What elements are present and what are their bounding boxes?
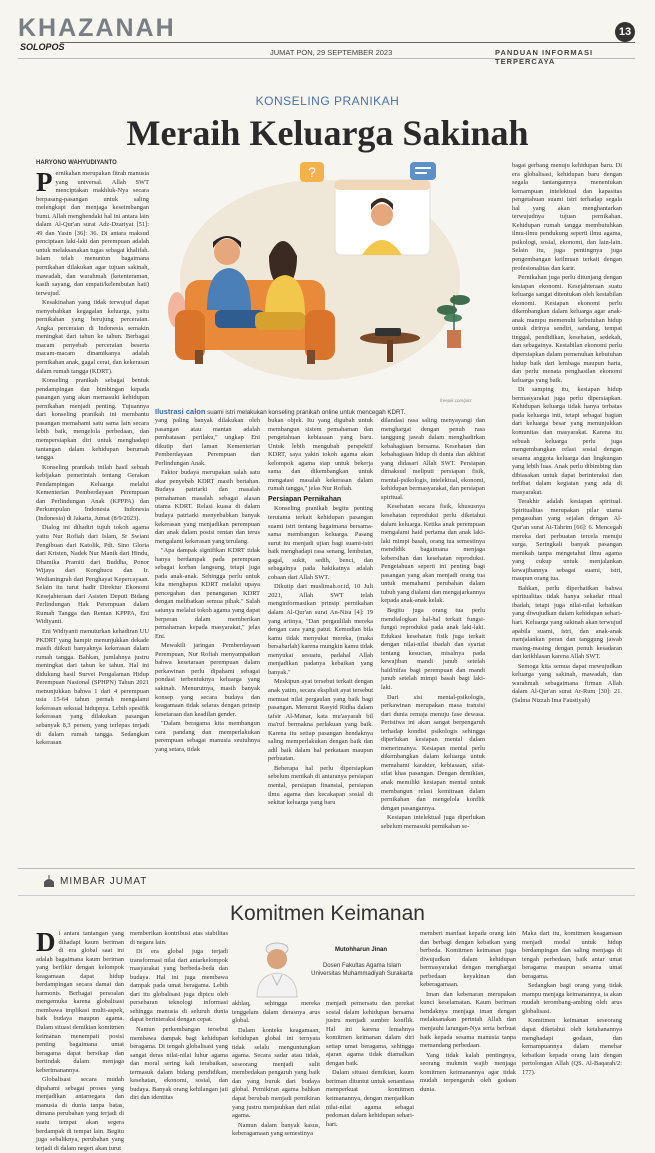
paragraph: Terakhir adalah kesiapan spiritual. Spiritualitas merupakan pilar utama pengasuhan yang sejalan dengan Al-Qur'an surat At-Tahrim [66]: 6. Mencegah mereka dari perbuatan tercela menuju surga. Seringkali banyak pasangan menikah tanpa mengetahui ilmu agama yang cukup untuk menjalankan kewajibannya sebagai suami, istri, maupun orang tua.: [512, 498, 622, 583]
article-kicker: KONSELING PRANIKAH: [255, 94, 400, 108]
paragraph: Konseling pranikah inilah hasil sebuah kebijakan pemerintah tentang Gerakan Pendampingan Keluarga melalui Kementerian Pemberdayaan Perempuan dan Perlindungan Anak (KPPPA) dan Perkumpulan Indonesia Indonesia (Indonesia) di Jakarta, Jumat (8/9/2023).: [36, 463, 149, 522]
paragraph: Mewakili jaringan Pemberdayaan Perempuan, Nur Rofiah menyampaikan bahwa kesetaraan perempuan dalam perkawinan perlu dipahami sebagai pondasi terbentuknya keluarga yang sakinah. Menurutnya, masih banyak konsep yang secara budaya dan keagamaan tidak selaras dengan prinsip kesetaraan dan keadilan gender.: [155, 642, 260, 718]
paragraph: memberikan kontribusi atas stabilitas di negara lain.: [130, 930, 228, 946]
subheading: Persiapan Pernikahan: [268, 495, 342, 503]
counseling-illustration: [155, 160, 485, 385]
section-masthead: KHAZANAH: [18, 14, 176, 42]
paragraph: bukan objek. Itu yang digubah untuk membangun sistem pemahaman dan pengetahuan kebiasaan yang baru. Untuk lebih mengubah perspektif KDRT, saya yakin tokoh agama akan kelompok agama siap untuk bekerja sama dan dikembangkan untuk mengatasi masalah kekerasan dalam rumah tangga," jelas Nur Rofiah.: [268, 417, 373, 493]
paragraph: Eni Widiyanti menuturkan kehadiran UU PKDRT yang hampir menunjukkan dekade masih diikuti banyaknya kekerasan dalam rumah tangga. Bahkan, jumlahnya justru meningkat dari tahun ke tahun. Hal ini didukung hasil Survei Pengalaman Hidup Perempuan Nasional (SPHPN) Tahun 2021 menunjukkan bahwa 1 dari 4 perempuan usia 15-64 tahun pernah mengalami kekerasan seksual hidupnya. Lebih spesifik kekerasan yang dilakukan pasangan sebanyak 8,3 persen, yang terlepas terjadi di dalam rumah tangga. Sedangkan kekerasan: [36, 627, 149, 747]
image-credit: freepik.com/pict: [440, 398, 472, 403]
paragraph: Beberapa hal perlu dipersiapkan sebelum menikah di antaranya persiapan mental, persiapan finansial, persiapan ilmu agama dan kecakapan sosial di sekitar keluarga yang baru: [268, 764, 373, 807]
svg-text:?: ?: [308, 164, 316, 180]
tagline: PANDUAN INFORMASI TERPERCAYA: [495, 48, 594, 66]
caption-text: suami istri melakukan konseling pranikah online untuk mencegah KDRT.: [207, 409, 406, 416]
article2-column-5: [420, 930, 516, 1135]
paragraph: Di era global juga terjadi transformasi nilai dari antarkelompok masyarakat yang berbeda-beda dan budaya. Hal ini juga membawa dampak pada umat beragama. Lebih dari itu globalisasi juga dipicu oleh persebaran teknologi informasi sehingga manusia di seluruh dunia dapat berinteraksi dengan cepat.: [130, 948, 228, 1024]
paragraph: Dalam situasi demikian, kaum beriman dituntut untuk senantiasa memperkuat komitmen keimanannya, dengan menjadikan nilai-nilai agama sebagai pedoman dalam kehidupan sehari-hari.: [326, 1069, 414, 1128]
paragraph: Konseling pranikah begitu penting terutama terkait kehidupan pasangan suami istri tentang bagaimana bersama-sama membangun keluarga. Pasang surut itu menjadi ujian bagi suami-istri baik menghadapi rasa senang, lembutan, gagal, sukit, sedih, benci, dan sebagainya pada hakikatnya adalah cobaan dari Allah SWT.: [268, 505, 373, 581]
paragraph: Begitu juga orang tua perlu mendialogkan hal-hal terkait fungsi-fungsi reproduksi pada anak laki-laki. Edukasi kesehatan fisik juga terkait dengan nilai-nilai ibadah dan syariat tentang kesucian, misalnya pada kewajiban mandi junub setelah haid/nifas bagi perempuan dan mandi junub setelah mimpi basah bagi laki-laki.: [381, 607, 485, 691]
article1-column-3: [268, 417, 373, 862]
paragraph: Maka dari itu, komitmen keagamaan menjadi modal untuk hidup berdampingan dan saling menjaga di tengah perbedaan, baik antar umat beragama maupun sesama umat beragama.: [522, 930, 622, 980]
paragraph: Pernikahan juga perlu ditunjang dengan kesiapan ekonomi. Kesejahteraan suatu keluarga sangat ditentukan oleh kestabilan ekonomi. Kesiapan ekonomi perlu dikembangkan dalam keluarga agar anak-anak mampu memenuhi kebutuhan hidup untuk dirinya sendiri, sandang, tempat tinggal, pendidikan, kesehatan, sedekah, dan sebagainya. Kestabilan ekonomi perlu dipersiapkan dalam pemenuhan kebutuhan hidup baik dari lembaga maupun harta, dan perlu menata penghasilan ekonomi keluarga yang baik.: [512, 274, 622, 384]
header-divider: [18, 58, 635, 59]
article1-column-4: [381, 417, 485, 862]
paragraph: Iman dan kebenaran merupakan kunci keselamatan. Kaum beriman hendaknya menjaga iman dengan melaksanakan perintah Allah dan menjauhi larangan-Nya serta berbuat baik kepada sesama manusia tanpa memandang perbedaan.: [420, 990, 516, 1050]
section-underline: [18, 895, 635, 896]
header-rule: [60, 42, 635, 43]
article2-headline: Komitmen Keimanan: [230, 902, 425, 925]
paragraph: Dalam konteks keagamaan, kehidupan global ini ternyata tidak selalu menguntungkan agama. Secara sadar atau tidak, seseorang menjadi sulit membedakan pengaruh yang baik dan yang buruk dari budaya global. Pemikiran agama bahkan dapat berubah menjadi pemikiran yang justru menjauhkan dari nilai agama.: [232, 1026, 320, 1120]
paragraph: Dialog ini dihadiri tujuh tokoh agama yaitu Nur Rofiah dari Islam, Sr Swiani Pengibuan dari Katolik, Pdt. Sino Gloria dari Kristen, Nadek Nur Manik dari Hindu, Dhamika Pramiti dari Buddha, Ponor Wijaya dari Konghucu dan Ir. Wedianingrah dari Penghayat Kepercayaan. Selain itu turut hadir Direktur Ekonomi Kesejahteraan dari Asisten Deputi Bidang Perlindungan Hak Perempuan dalam Rumah Tangga dan Rentan KPPPA, Eni Widiyanti.: [36, 524, 149, 626]
article2-author-title: Dosen Fakultas Agama Islam Universitas Muhammadiyah Surakarta: [311, 963, 413, 977]
paragraph: Konseling pranikah sebagai bentuk pendampingan dan bimbingan kepada pasangan yang akan memasuki kehidupan pernikahan menjadi penting. Tujuannya dari konseling pranikah ini membantu pasangan memahami satu sama lain secara lebih baik, mengelola perbedaan, dan mempersiapkan diri untuk menghadapi tantangan dalam kehidupan berumah tangga.: [36, 377, 149, 462]
article2-column-3: [232, 1000, 320, 1138]
article-author: HARYONO WAHYUDIYANTO: [36, 160, 117, 166]
paragraph: Kesiapan intelektual juga diperlukan sebelum memasuki pernikahan se-: [381, 814, 485, 830]
paragraph: yang paling banyak dilakukan oleh pasangan atau mantan adalah pembatasan perilaku," ungkap Eni dikutip dari laman Kementerian Pemberdayaan Perempuan dan Perlindungan Anak.: [155, 417, 260, 467]
article2-author-name: Mutohharun Jinan: [335, 947, 387, 953]
paragraph: Dikutip dari muslimah.or.id, 10 Juli 2021, Allah SWT telah menginformasikan prinsip pernikahan dalam Al-Qur'an surat An-Nisa [4]: 19 yang artinya, "Dan pergaulilah mereka dengan cara yang patut. Kemudian bila kamu tidak menyukai mereka, (maka bersabarlah) karena mungkin kamu tidak menyukai sesuatu, padahal Allah menjadikan padanya kebaikan yang banyak.": [268, 583, 373, 676]
article1-column-1: [36, 167, 150, 860]
paragraph: Di samping itu, kesiapan hidup bermasyarakat juga perlu dipersiapkan. Kehidupan keluarga tidak hanya terbatas pada keluarga inti, tetapi sebagai bagian dari keluarga besar yang menunjukkan komunitas dan masyarakat. Karena itu sebuah keluarga perlu juga mengembangkan relasi sosial dengan sesama anggota keluarga dan lingkungan yang lebih luas. Anak perlu dibimbing dan dibiasakan untuk dapat berinteraksi dan terlibat dalam kegiatan yang ada di masyarakat.: [512, 386, 622, 496]
article2-column-1: [36, 927, 124, 1152]
dateline: JUMAT PON, 29 SEPTEMBER 2023: [270, 48, 393, 57]
paragraph: Dari sisi mental-psikologis, perkawinan merupakan masa transisi dari dunia remaja menuju fase dewasa. Peristiwa ini akan sangat berpengaruh terhadap kondisi psikologis sehingga diperlukan kesiapan mental dalam menerimanya. Kesiapan mental perlu dikembangkan dalam keluarga untuk memahami karakter, kebiasaan, sifat-sifat khas pasangan. Dengan demikian, anak memiliki kesiapan mental untuk membangun relasi kemitraan dalam pernikahan dan mengelola konflik dengan pasangannya.: [381, 693, 485, 812]
paragraph: dilandasi rasa saling menyayangi dan menghargai dengan penuh rasa tanggung jawab dalam menghadirkan kebahagiaan bersama. Kesehatan dan kebahagiaan hidup di dunia dan akhirat yang didasari Allah SWT. Persiapan dimaksud meliputi persiapan fisik, mental-psikologis, intelektual, ekonomi, kehidupan bermasyarakat, dan persiapan spiritual.: [381, 417, 485, 501]
article2-column-4: [326, 1000, 414, 1135]
article1-column-2: [155, 417, 260, 862]
paragraph: ernikahan merupakan fitrah manusia yang universal. Allah SWT menciptakan makhluk-Nya secara berpasang-pasangan untuk saling melengkapi dan menjaga keseimbangan bumi. Allah menghendaki hal ini antara lain dalam Al-Qur'an surat Adz-Dzariyat [51]: 49 dan Yasin [36]: 36. Di antara maksud penciptaan laki-laki dan perempuan adalah untuk melaksanakan tugas sebagai khalifah. Islam telah menuntun bagaimana pernikahan dilakukan agar tujuan sakinah, mawadah, dan warahmah (ketenteraman, kasih sayang, dan empati/kelembutan hati) terwujud.: [36, 170, 150, 297]
paragraph: Sedangkan bagi orang yang tidak mampu menjaga keimanannya, ia akan mudah terombang-ambing oleh arus globalisasi.: [522, 982, 622, 1015]
article2-column-2: [130, 930, 228, 1135]
paragraph: Semoga kita semua dapat mewujudkan keluarga yang sakinah, mawadah, dan warahmah sebagaimana firman Allah dalam Al-Qur'an surat Ar-Rum [30]: 21. (Salma Nizzah Ima Faustiyah): [512, 662, 622, 704]
page-number: 13: [615, 22, 635, 42]
image-caption: [155, 407, 485, 416]
paragraph: Komitmen keimanan seseorang dapat diketahui oleh ketahanannya menghadapi godaan, dan kemampuannya dalam menebar kebaikan kepada orang lain dengan pertolongan Allah (QS. Al-Baqarah/2: 177).: [522, 1017, 622, 1076]
article1-column-5: [512, 162, 622, 862]
paragraph: Meskipun ayat tersebut terkait dengan anak yatim, secara eksplisit ayat tersebut memuat nilai pergaulan yang baik bagi pasangan. Menurut Rasyid Ridha dalam tafsir Al-Manar, kata mu'asyarah bil ma'ruf bermakna perlakuan yang baik. Karena itu setiap pasangan hendaknya saling memperlakukan dengan baik dan adil baik dalam hal perkataan maupun perbuatan.: [268, 678, 373, 763]
paragraph: bagai gerbang menuju kehidupan baru. Di era globalisasi, kehidupan baru dengan segala tantangannya menentukan kemampuan intelektual dan kapasitas pengetahuan suami istri terhadap segala hal yang akan menghantarkan terwujudnya tujuan pernikahan. Kehidupan rumah tangga membutuhkan ilmu-ilmu pendukung seperti ilmu agama, psikologi, sosial, ekonomi, dan lain-lain. Selain itu, juga pentingnya juga pengembangan keilmuan terkait dengan profesionalitas dan karir.: [512, 162, 622, 272]
section-label: MIMBAR JUMAT: [60, 876, 148, 887]
author-photo: [252, 935, 302, 997]
dropcap: D: [36, 927, 56, 957]
paragraph: Namun perkembangan tersebut membawa dampak bagi kehidupan beragama. Di tengah globalisasi yang sangat deras nilai-nilai luhur agama dan moral sering kali terabaikan, termasuk dalam bidang pendidikan, kesehatan, ekonomi, sosial, dan budaya. Banyak orang kehilangan jati diri dan identitas: [130, 1026, 228, 1102]
paragraph: akhlaq, sehingga mereka tenggelam dalam derasnya arus global.: [232, 1000, 320, 1025]
paragraph: "Dalam beragama kita membangun cara pandang dan memperlakukan perempuan sebagai manusia seutuhnya yang setara, tidak: [155, 720, 260, 753]
mosque-icon: [42, 874, 56, 888]
caption-label: Ilustrasi calon: [155, 407, 206, 416]
paragraph: memberi manfaat kepada orang lain dan berbagi dengan kebaikan yang berbeda. Komitmen keimanan juga diwujudkan dalam kehidupan bermasyarakat dengan menghargai perbedaan keyakinan dan keberagamaan.: [420, 930, 516, 989]
paragraph: Yang tidak kalah pentingnya, seorang mukmin wajib menjaga komitmen keimanannya agar tidak mudah terpengaruh oleh godaan dunia.: [420, 1051, 516, 1093]
paragraph: Bahkan, perlu diperhatikan bahwa spiritualitas tidak hanya sekadar ritual ibadah, tetapi juga nilai-nilai kebaikan yang diwujudkan dalam kehidupan sehari-hari. Keluarga yang sakinah akan terwujud apabila suami, istri, dan anak-anak menjalankan peran dan tanggung jawab masing-masing dengan penuh kesadaran dan keikhlasan karena Allah SWT.: [512, 584, 622, 661]
paragraph: "Apa dampak signifikan KDRT tidak hanya berdampak pada perempuan sebagai korban langsung, tetapi juga pada anak-anak. Sehingga perlu untuk kita menghapus KDRT melalui upaya pencegahan dan penanganan KDRT dengan melibatkan semua pihak." Salah satunya melalui tokoh agama yang dapat berperan dalam memberikan pemahaman kepada masyarakat," jelas Eni.: [155, 547, 260, 640]
dropcap: P: [36, 167, 53, 197]
paragraph: Globalisasi secara mudah dipahami sebagai proses yang menjadikan antarnegara dan manusia di dunia tanpa batas, dimana perubahan yang terjadi di suatu tempat akan segera berdampak di tempat lain. Begitu juga sebaliknya, perubahan yang terjadi di dalam negeri akan turut: [36, 1076, 124, 1152]
paragraph: Kesehatan secara fisik, khususnya kesehatan reproduksi perlu diketahui dalam keluarga. Ketika anak perempuan mengalami haid pertama dan anak laki-laki mimpi basah, orang tua semestinya mendidik bagaimana menjaga kebersihan dan kesehatan reproduksi. Pengetahuan seperti ini penting bagi pasangan yang akan menjadi orang tua untuk memahami perubahan dalam tubuh yang dialami dan mengajarkannya kepada anak-anak kelak.: [381, 503, 485, 605]
paragraph: i antara tantangan yang dihadapi kaum beriman di era global saat ini adalah bagaimana kaum beriman yang berfikir dengan kelompok keagamaan dapat hidup berdampingan secara damai dan harmonis. Berbagai persoalan mengemuka karena globalisasi membawa implikasi multi-aspek, baik budaya maupun agama. Dalam situasi demikian komitmen keimanan menempati posisi penting bagaimana umat beragama dapat bersikap dan bertindak dalam menjaga keberimanannya.: [36, 930, 124, 1074]
newspaper-logo: SOLOPOS: [20, 42, 65, 52]
article-headline: Meraih Keluarga Sakinah: [126, 113, 529, 153]
article2-column-6: [522, 930, 622, 1135]
paragraph: menjadi pemersatu dan perekat sosial dalam kehidupan bersama justru menjadi sumber konflik. Hal ini karena lemahnya komitmen keimanan dalam diri setiap umat beragama, sehingga ajaran agama tidak diamalkan dengan baik.: [326, 1000, 414, 1067]
paragraph: Namun dalam banyak kasus, keberagamaan yang semestinya: [232, 1121, 320, 1138]
paragraph: Kesakinahan yang tidak terwujud dapat menyebabkan kegagalan keluarga, yaitu pernikahan yang berujung perceraian. Angka perceraian di Indonesia semakin meningkat dari tahun ke tahun. Berbagai macam penyebab perceraian beserta macam-macam dinamikanya adalah pernikahan anak, gagal cerai, dan kekerasan dalam rumah tangga (KDRT).: [36, 299, 149, 375]
section-divider: [18, 868, 635, 869]
paragraph: Faktor budaya merupakan salah satu akar penyebab KDRT masih bertahan. Budaya patriarki dan masalah pemahaman masalah sebagai alasan utama KDRT. Relasi kuasa di dalam budaya patriarki menyebabkan banyak kekerasan yang menjadikan perempuan dan anak dalam posisi rentan dan terus mengalami kekerasan yang terulang.: [155, 469, 260, 545]
